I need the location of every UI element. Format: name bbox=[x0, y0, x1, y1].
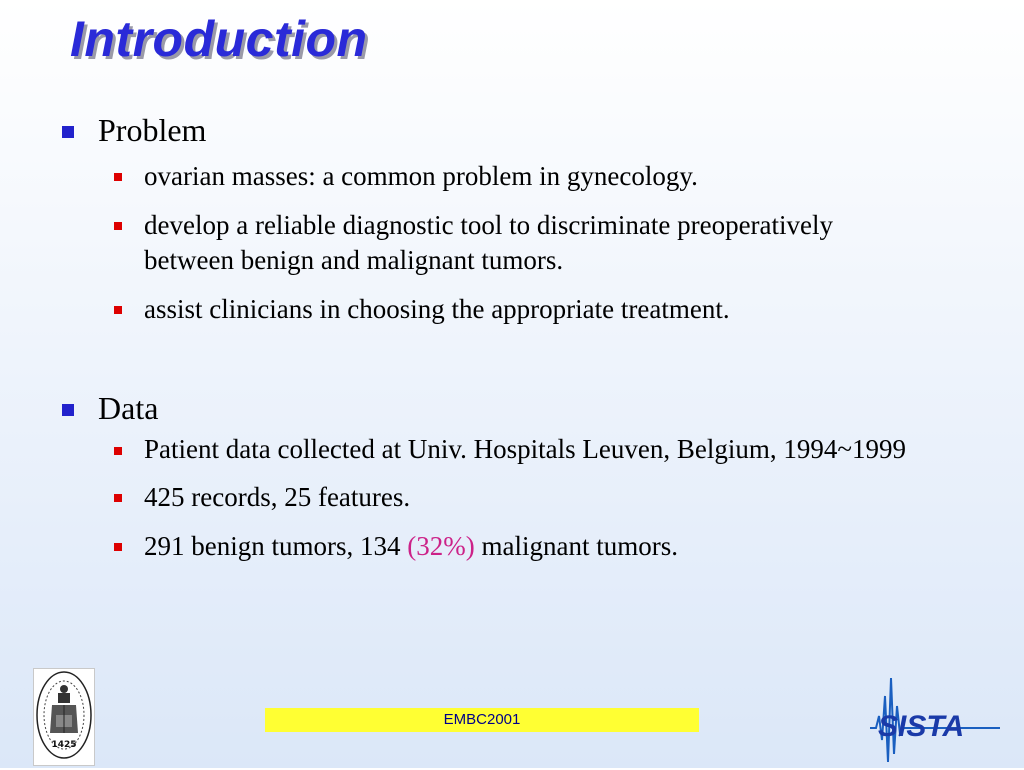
sista-logo-icon bbox=[870, 676, 1000, 764]
square-bullet-icon bbox=[62, 126, 74, 138]
section-data bbox=[62, 390, 944, 578]
list-item bbox=[114, 529, 944, 564]
seal-year: 1425 bbox=[51, 740, 77, 750]
section-heading-text: Problem bbox=[98, 112, 207, 148]
square-bullet-icon bbox=[114, 447, 122, 455]
list-item bbox=[114, 292, 874, 327]
slide-title: Introduction bbox=[70, 11, 368, 67]
square-bullet-icon bbox=[114, 543, 122, 551]
list-item bbox=[114, 159, 874, 194]
list-item-text: 425 records, 25 features. bbox=[144, 482, 411, 512]
highlight-percent: (32%) bbox=[407, 531, 475, 561]
square-bullet-icon bbox=[114, 173, 122, 181]
section-heading-text: Data bbox=[98, 390, 159, 426]
square-bullet-icon bbox=[114, 222, 122, 230]
footer-text: EMBC2001 bbox=[443, 711, 521, 728]
list-item-text: assist clinicians in choosing the appropriate treatment. bbox=[144, 294, 730, 324]
university-seal-icon bbox=[33, 668, 95, 766]
list-item-text: develop a reliable diagnostic tool to discriminate preoperatively between benign and malignant tumors. bbox=[144, 210, 834, 275]
list-item-text bbox=[144, 529, 678, 564]
square-bullet-icon bbox=[114, 494, 122, 502]
list-item bbox=[114, 480, 944, 515]
sista-logo-text: SISTA bbox=[878, 710, 965, 743]
list-item-text: Patient data collected at Univ. Hospitals Leuven, Belgium, 1994~1999 bbox=[144, 434, 906, 464]
text-segment: malignant tumors. bbox=[474, 531, 678, 561]
bullet-list bbox=[62, 433, 944, 564]
section-heading bbox=[62, 390, 944, 427]
list-item bbox=[114, 208, 874, 278]
section-problem bbox=[62, 112, 874, 341]
square-bullet-icon bbox=[114, 306, 122, 314]
bullet-list bbox=[62, 159, 874, 327]
footer-bar bbox=[265, 708, 699, 732]
list-item bbox=[114, 433, 944, 466]
square-bullet-icon bbox=[62, 404, 74, 416]
text-segment: 291 benign tumors, 134 bbox=[144, 531, 408, 561]
section-heading bbox=[62, 112, 874, 149]
list-item-text: ovarian masses: a common problem in gynecology. bbox=[144, 161, 698, 191]
